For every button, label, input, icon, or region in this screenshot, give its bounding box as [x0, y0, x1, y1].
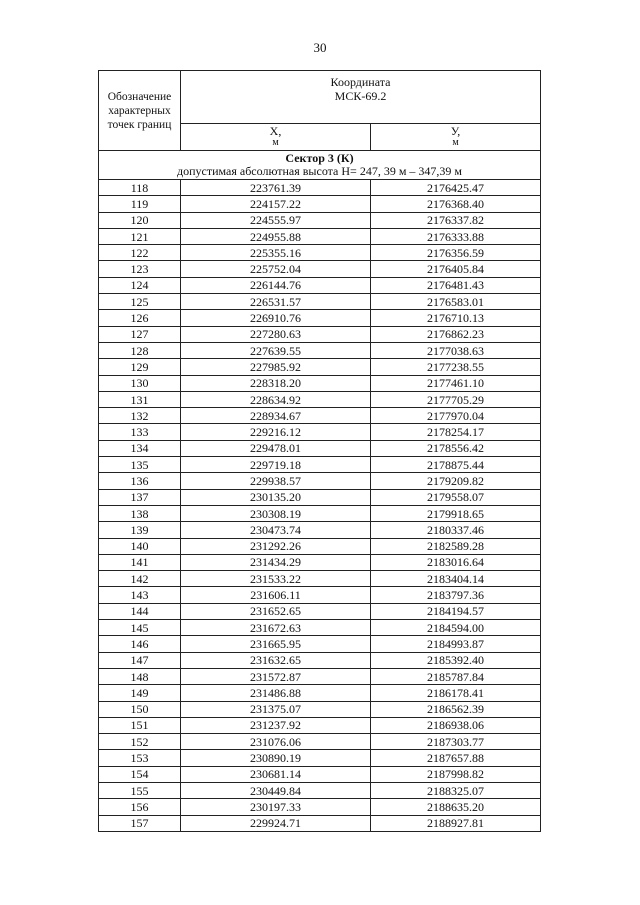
y-coordinate-cell: 2176368.40	[371, 196, 541, 212]
x-coordinate-cell: 227985.92	[181, 359, 371, 375]
x-coordinate-cell: 229719.18	[181, 457, 371, 473]
x-coordinate-cell: 230473.74	[181, 522, 371, 538]
point-number-cell: 157	[99, 815, 181, 831]
table-row	[99, 359, 541, 375]
y-coordinate-cell: 2176337.82	[371, 212, 541, 228]
x-unit-label: м	[272, 137, 279, 148]
sector-altitude: допустимая абсолютная высота Н= 247, 39 м – 347,39 м	[176, 164, 463, 178]
x-coordinate-cell: 228634.92	[181, 391, 371, 407]
x-coordinate-cell: 231292.26	[181, 538, 371, 554]
table-row	[99, 668, 541, 684]
x-coordinate-cell: 225752.04	[181, 261, 371, 277]
point-number-cell: 152	[99, 734, 181, 750]
y-coordinate-cell: 2185787.84	[371, 668, 541, 684]
table-row	[99, 734, 541, 750]
y-coordinate-cell: 2176862.23	[371, 326, 541, 342]
y-coordinate-cell: 2176425.47	[371, 180, 541, 196]
point-number-cell: 155	[99, 782, 181, 798]
x-axis-header	[181, 124, 371, 151]
y-coordinate-cell: 2177038.63	[371, 342, 541, 358]
table-row	[99, 440, 541, 456]
point-number-cell: 138	[99, 505, 181, 521]
table-row	[99, 701, 541, 717]
point-number-cell: 129	[99, 359, 181, 375]
point-number-cell: 150	[99, 701, 181, 717]
point-number-cell: 147	[99, 652, 181, 668]
y-coordinate-cell: 2183404.14	[371, 571, 541, 587]
table-row	[99, 538, 541, 554]
y-coordinate-cell: 2186178.41	[371, 685, 541, 701]
y-coordinate-cell: 2179558.07	[371, 489, 541, 505]
point-number-cell: 137	[99, 489, 181, 505]
table-row	[99, 473, 541, 489]
y-coordinate-cell: 2183016.64	[371, 554, 541, 570]
point-header-line: Обозначение	[107, 90, 172, 103]
y-coordinate-cell: 2187657.88	[371, 750, 541, 766]
point-number-cell: 131	[99, 391, 181, 407]
table-row	[99, 180, 541, 196]
x-coordinate-cell: 231606.11	[181, 587, 371, 603]
x-coordinate-cell: 223761.39	[181, 180, 371, 196]
y-coordinate-cell: 2182589.28	[371, 538, 541, 554]
x-coordinate-cell: 229924.71	[181, 815, 371, 831]
y-coordinate-cell: 2176333.88	[371, 228, 541, 244]
sector-row	[99, 151, 541, 180]
y-coordinate-cell: 2188635.20	[371, 799, 541, 815]
x-coordinate-cell: 224955.88	[181, 228, 371, 244]
x-coordinate-cell: 226144.76	[181, 277, 371, 293]
x-coordinate-cell: 224555.97	[181, 212, 371, 228]
table-row	[99, 799, 541, 815]
table-row	[99, 196, 541, 212]
table-row	[99, 294, 541, 310]
point-number-cell: 144	[99, 603, 181, 619]
table-row	[99, 261, 541, 277]
x-coordinate-cell: 231652.65	[181, 603, 371, 619]
point-number-cell: 151	[99, 717, 181, 733]
x-coordinate-cell: 231076.06	[181, 734, 371, 750]
x-coordinate-cell: 231533.22	[181, 571, 371, 587]
x-coordinate-cell: 231632.65	[181, 652, 371, 668]
table-row	[99, 212, 541, 228]
table-row	[99, 766, 541, 782]
point-number-cell: 135	[99, 457, 181, 473]
y-coordinate-cell: 2179918.65	[371, 505, 541, 521]
y-unit-label: м	[452, 137, 459, 148]
point-number-cell: 120	[99, 212, 181, 228]
y-coordinate-cell: 2178556.42	[371, 440, 541, 456]
y-coordinate-cell: 2184594.00	[371, 620, 541, 636]
coordinate-header	[181, 71, 541, 124]
point-number-cell: 122	[99, 245, 181, 261]
point-number-cell: 132	[99, 408, 181, 424]
table-row	[99, 245, 541, 261]
x-coordinate-cell: 230449.84	[181, 782, 371, 798]
point-number-cell: 118	[99, 180, 181, 196]
y-coordinate-cell: 2187998.82	[371, 766, 541, 782]
table-row	[99, 277, 541, 293]
coordinates-table-body	[99, 71, 541, 832]
y-coordinate-cell: 2180337.46	[371, 522, 541, 538]
y-coordinate-cell: 2176405.84	[371, 261, 541, 277]
point-number-cell: 153	[99, 750, 181, 766]
point-number-cell: 119	[99, 196, 181, 212]
y-coordinate-cell: 2176356.59	[371, 245, 541, 261]
point-number-cell: 149	[99, 685, 181, 701]
point-header-line: характерных	[108, 104, 171, 117]
y-coordinate-cell: 2176710.13	[371, 310, 541, 326]
y-coordinate-cell: 2184194.57	[371, 603, 541, 619]
point-number-cell: 145	[99, 620, 181, 636]
coordinate-header-line: МСК-69.2	[334, 89, 387, 103]
y-coordinate-cell: 2183797.36	[371, 587, 541, 603]
x-coordinate-cell: 230890.19	[181, 750, 371, 766]
y-coordinate-cell: 2177705.29	[371, 391, 541, 407]
coordinate-header-line: Координата	[330, 75, 391, 89]
table-row	[99, 685, 541, 701]
x-coordinate-cell: 231434.29	[181, 554, 371, 570]
x-coordinate-cell: 230197.33	[181, 799, 371, 815]
page-number: 30	[313, 40, 327, 55]
point-number-cell: 128	[99, 342, 181, 358]
x-coordinate-cell: 231237.92	[181, 717, 371, 733]
x-coordinate-cell: 229938.57	[181, 473, 371, 489]
point-number-cell: 142	[99, 571, 181, 587]
table-row	[99, 342, 541, 358]
sector-title: Сектор 3 (К)	[285, 151, 354, 165]
table-row	[99, 782, 541, 798]
sector-header	[99, 151, 541, 180]
point-number-cell: 130	[99, 375, 181, 391]
table-row	[99, 310, 541, 326]
x-coordinate-cell: 226910.76	[181, 310, 371, 326]
point-number-cell: 146	[99, 636, 181, 652]
table-row	[99, 408, 541, 424]
y-coordinate-cell: 2177461.10	[371, 375, 541, 391]
y-coordinate-cell: 2188927.81	[371, 815, 541, 831]
x-coordinate-cell: 230135.20	[181, 489, 371, 505]
x-coordinate-cell: 231486.88	[181, 685, 371, 701]
point-number-cell: 133	[99, 424, 181, 440]
point-number-cell: 127	[99, 326, 181, 342]
y-axis-label: У,	[450, 124, 461, 138]
y-coordinate-cell: 2186562.39	[371, 701, 541, 717]
x-coordinate-cell: 231375.07	[181, 701, 371, 717]
y-coordinate-cell: 2184993.87	[371, 636, 541, 652]
point-number-cell: 136	[99, 473, 181, 489]
x-axis-label: Х,	[269, 124, 282, 138]
x-coordinate-cell: 227280.63	[181, 326, 371, 342]
y-coordinate-cell: 2177238.55	[371, 359, 541, 375]
x-coordinate-cell: 226531.57	[181, 294, 371, 310]
x-coordinate-cell: 229216.12	[181, 424, 371, 440]
table-row	[99, 571, 541, 587]
table-row	[99, 652, 541, 668]
header-row-main	[99, 71, 541, 124]
table-row	[99, 815, 541, 831]
point-number-cell: 141	[99, 554, 181, 570]
table-row	[99, 489, 541, 505]
y-coordinate-cell: 2176583.01	[371, 294, 541, 310]
table-row	[99, 228, 541, 244]
y-coordinate-cell: 2179209.82	[371, 473, 541, 489]
point-number-cell: 143	[99, 587, 181, 603]
point-number-cell: 154	[99, 766, 181, 782]
table-row	[99, 522, 541, 538]
table-row	[99, 457, 541, 473]
point-header-line: точек границ	[107, 118, 172, 131]
table-row	[99, 587, 541, 603]
point-number-cell: 140	[99, 538, 181, 554]
y-coordinate-cell: 2186938.06	[371, 717, 541, 733]
table-row	[99, 620, 541, 636]
table-row	[99, 391, 541, 407]
point-number-cell: 123	[99, 261, 181, 277]
coordinates-table	[98, 70, 541, 832]
x-coordinate-cell: 225355.16	[181, 245, 371, 261]
point-number-cell: 121	[99, 228, 181, 244]
y-coordinate-cell: 2187303.77	[371, 734, 541, 750]
y-coordinate-cell: 2185392.40	[371, 652, 541, 668]
x-coordinate-cell: 230308.19	[181, 505, 371, 521]
y-coordinate-cell: 2176481.43	[371, 277, 541, 293]
point-number-cell: 124	[99, 277, 181, 293]
point-number-cell: 134	[99, 440, 181, 456]
y-coordinate-cell: 2177970.04	[371, 408, 541, 424]
y-coordinate-cell: 2178875.44	[371, 457, 541, 473]
table-row	[99, 636, 541, 652]
x-coordinate-cell: 229478.01	[181, 440, 371, 456]
table-row	[99, 326, 541, 342]
table-row	[99, 717, 541, 733]
point-number-cell: 125	[99, 294, 181, 310]
table-row	[99, 424, 541, 440]
y-coordinate-cell: 2188325.07	[371, 782, 541, 798]
x-coordinate-cell: 231572.87	[181, 668, 371, 684]
x-coordinate-cell: 228934.67	[181, 408, 371, 424]
x-coordinate-cell: 224157.22	[181, 196, 371, 212]
table-row	[99, 603, 541, 619]
x-coordinate-cell: 227639.55	[181, 342, 371, 358]
x-coordinate-cell: 231665.95	[181, 636, 371, 652]
table-row	[99, 554, 541, 570]
table-row	[99, 750, 541, 766]
point-number-cell: 148	[99, 668, 181, 684]
table-row	[99, 375, 541, 391]
table-row	[99, 505, 541, 521]
y-axis-header	[371, 124, 541, 151]
y-coordinate-cell: 2178254.17	[371, 424, 541, 440]
x-coordinate-cell: 230681.14	[181, 766, 371, 782]
point-number-cell: 139	[99, 522, 181, 538]
x-coordinate-cell: 231672.63	[181, 620, 371, 636]
point-designation-header	[99, 71, 181, 151]
x-coordinate-cell: 228318.20	[181, 375, 371, 391]
point-number-cell: 126	[99, 310, 181, 326]
point-number-cell: 156	[99, 799, 181, 815]
